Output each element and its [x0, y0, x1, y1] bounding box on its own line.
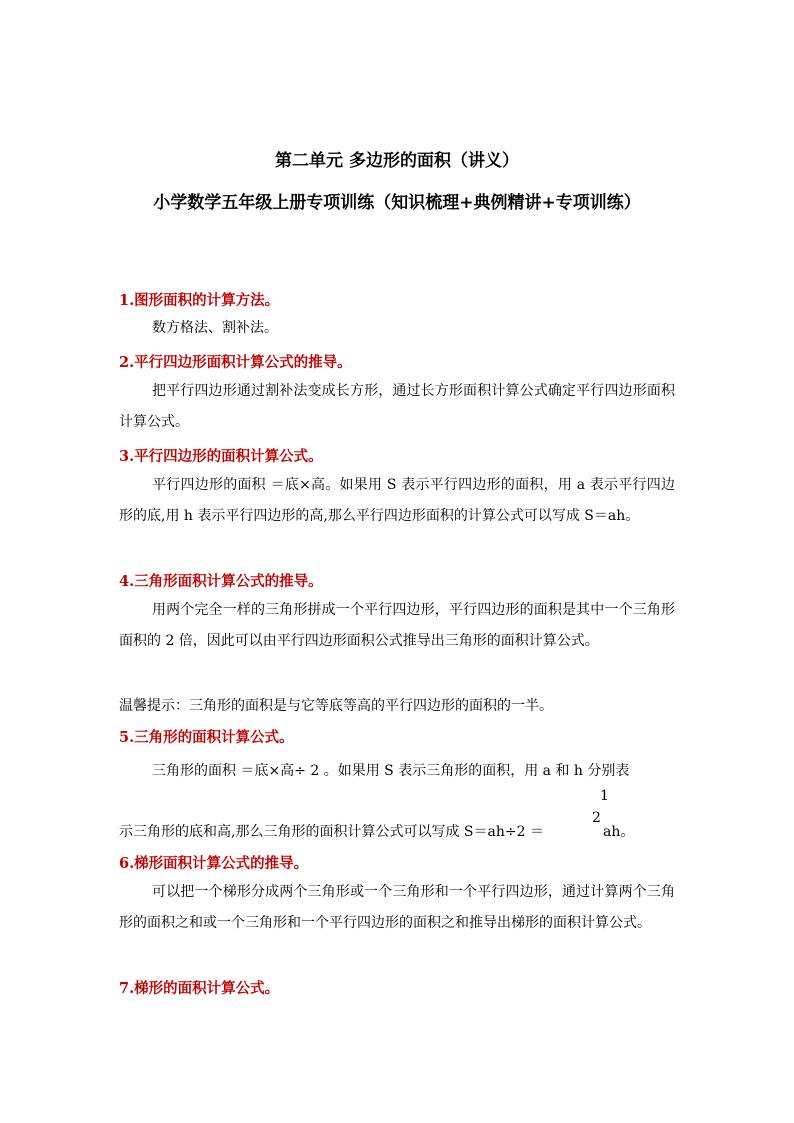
section-6-heading: 6.梯形面积计算公式的推导。 — [119, 855, 309, 872]
section-6-body: 可以把一个梯形分成两个三角形或一个三角形和一个平行四边形，通过计算两个三角形的面积之和或一个三角形和一个平行四边形的面积之和推导出梯形的面积计算公式。 — [119, 884, 675, 931]
fraction-numerator: 1 — [600, 788, 609, 804]
page-title: 第二单元 多边形的面积（讲义） — [275, 151, 519, 171]
section-1-body: 数方格法、割补法。 — [152, 320, 278, 336]
section-2-body: 把平行四边形通过割补法变成长方形，通过长方形面积计算公式确定平行四边形面积计算公式。 — [119, 383, 675, 430]
section-1-heading: 1.图形面积的计算方法。 — [119, 292, 280, 309]
section-4-body: 用两个完全一样的三角形拼成一个平行四边形，平行四边形的面积是其中一个三角形面积的 2 倍，因此可以由平行四边形面积公式推导出三角形的面积计算公式。 — [119, 602, 675, 649]
section-3-heading: 3.平行四边形的面积计算公式。 — [119, 448, 323, 465]
section-4-heading: 4.三角形面积计算公式的推导。 — [119, 573, 323, 590]
fraction-denominator: 2 — [592, 810, 601, 826]
section-7-heading: 7.梯形的面积计算公式。 — [119, 980, 280, 997]
fraction-after-text: ah。 — [603, 824, 635, 840]
section-2-heading: 2.平行四边形面积计算公式的推导。 — [119, 354, 352, 371]
fraction-one-half — [592, 788, 635, 840]
section-3-body: 平行四边形的面积 ＝底×高。如果用 S 表示平行四边形的面积，用 a 表示平行四边形的底,用 h 表示平行四边形的高,那么平行四边形面积的计算公式可以写成 S＝ah。 — [119, 477, 675, 524]
section-5-heading: 5.三角形的面积计算公式。 — [119, 729, 294, 746]
section-4-tip: 温馨提示：三角形的面积是与它等底等高的平行四边形的面积的一半。 — [119, 698, 553, 714]
section-5-body-line1: 三角形的面积 ＝底×高÷ 2 。如果用 S 表示三角形的面积，用 a 和 h 分别表 — [152, 763, 630, 779]
section-5-body-line2: 示三角形的底和高,那么三角形的面积计算公式可以写成 S＝ah÷2 ＝ — [119, 824, 544, 840]
page-subtitle: 小学数学五年级上册专项训练（知识梳理+典例精讲+专项训练） — [153, 193, 641, 213]
